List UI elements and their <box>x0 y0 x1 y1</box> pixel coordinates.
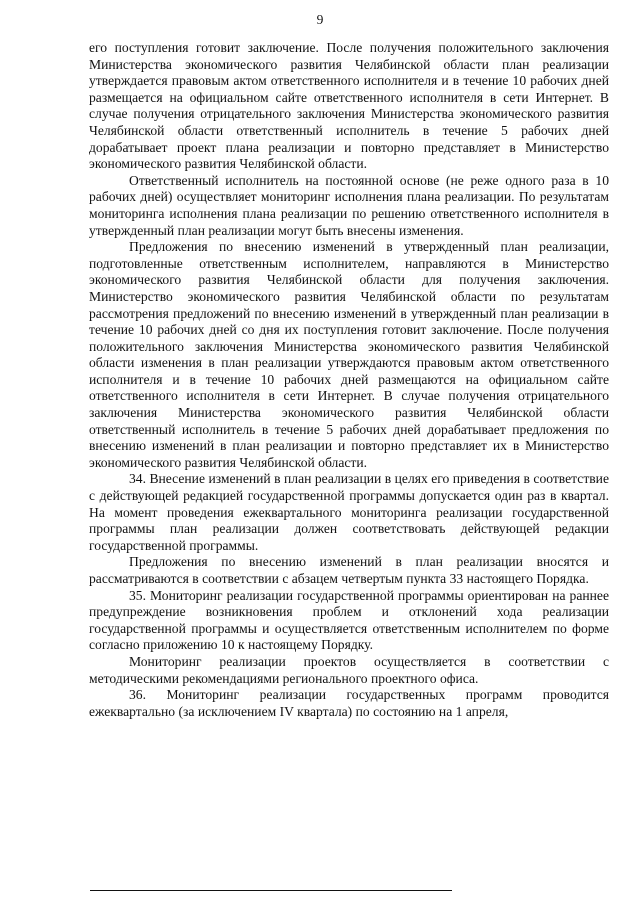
paragraph-item-34-proposals: Предложения по внесению изменений в план реализации вносятся и рассматриваются в соответствии с абзацем четвертым пункта 33 настоящего Порядка. <box>89 554 609 586</box>
paragraph-projects-monitoring: Мониторинг реализации проектов осуществляется в соответствии с методическими рекомендациями регионального проектного офиса. <box>89 653 609 686</box>
paragraph-continuation: его поступления готовит заключение. После получения положительного заключения Министерства экономического развития Челябинской области план реализации утверждается правовым актом ответственного исполнителя и в течение 10 рабочих дней размещается на официальном сайте ответственного исполнителя в сети Интернет. В случае получения отрицательного заключения Министерства экономического развития Челябинской области ответственный исполнитель в течение 5 рабочих дней дорабатывает проект плана реализации и повторно представляет в Министерство экономического развития Челябинской области. <box>89 40 609 172</box>
paragraph-item-34: 34. Внесение изменений в план реализации в целях его приведения в соответствие с действующей редакцией государственной программы допускается один раз в квартал. На момент проведения ежеквартального мониторинга реализации государственной программы план реализации должен соответствовать действующей редакции государственной программы. <box>89 471 609 553</box>
paragraph-item-35: 35. Мониторинг реализации государственной программы ориентирован на раннее предупреждение возникновения проблем и отклонений хода реализации государственной программы и осуществляется ответственным исполнителем по форме согласно приложению 10 к настоящему Порядку. <box>89 587 609 653</box>
paragraph-item-36: 36. Мониторинг реализации государственных программ проводится ежеквартально (за исключением IV квартала) по состоянию на 1 апреля, <box>89 687 609 719</box>
footnote-divider <box>90 890 452 891</box>
document-body <box>89 40 609 720</box>
paragraph-change-proposals: Предложения по внесению изменений в утвержденный план реализации, подготовленные ответственным исполнителем, направляются в Министерство экономического развития Челябинской области для получения заключения. Министерство экономического развития Челябинской области по результатам рассмотрения предложений по внесению изменений в утвержденный план реализации в течение 10 рабочих дней со дня их поступления готовит заключение. После получения положительного заключения Министерства экономического развития Челябинской области изменения в план реализации утверждаются правовым актом ответственного исполнителя и в течение 10 рабочих дней размещаются на официальном сайте ответственного исполнителя в сети Интернет. В случае получения отрицательного заключения Министерства экономического развития Челябинской области ответственный исполнитель в течение 5 рабочих дней дорабатывает предложения по внесению изменений в план реализации и повторно представляет их в Министерство экономического развития Челябинской области. <box>89 239 609 470</box>
paragraph-monitoring: Ответственный исполнитель на постоянной основе (не реже одного раза в 10 рабочих дней) осуществляет мониторинг исполнения плана реализации. По результатам мониторинга исполнения плана реализации по решению ответственного исполнителя в утвержденный план реализации могут быть внесены изменения. <box>89 172 609 238</box>
page-number: 9 <box>316 12 324 27</box>
